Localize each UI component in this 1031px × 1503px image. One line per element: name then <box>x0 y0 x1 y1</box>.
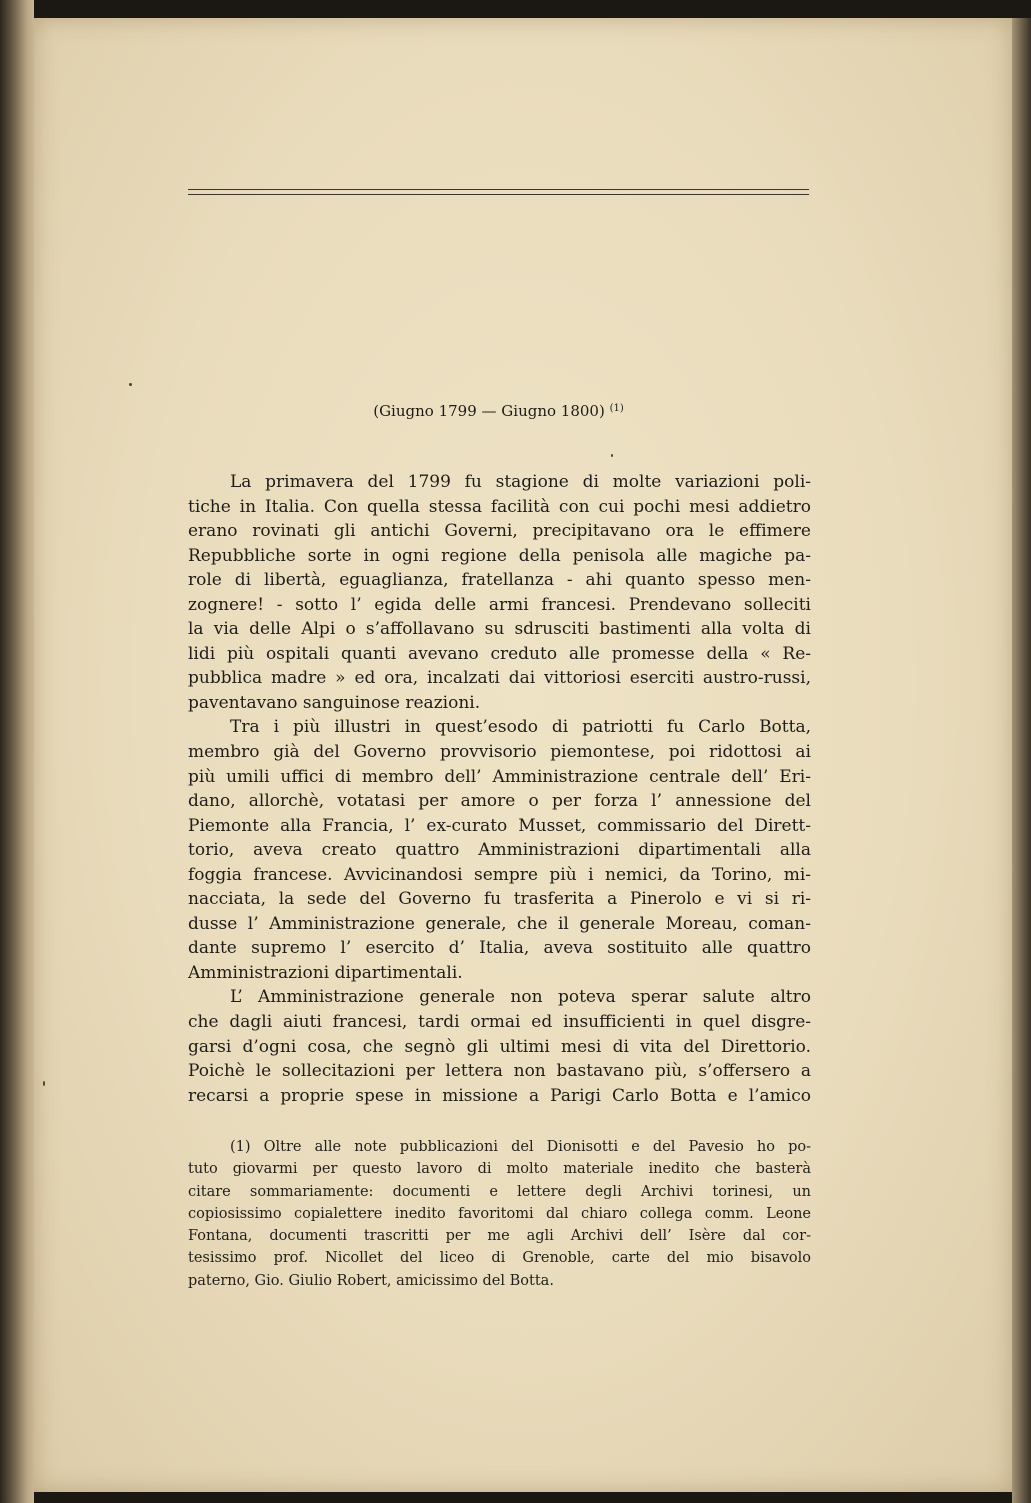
text-line: dante supremo l’ esercito d’ Italia, aveva sostituito alle quattro <box>188 938 811 959</box>
text-line: dano, allorchè, votatasi per amore o per forza l’ annessione del <box>188 791 811 812</box>
top-rule-upper <box>188 189 809 190</box>
book-gutter-edge <box>0 0 34 1503</box>
text-line: paventavano sanguinose reazioni. <box>188 692 481 713</box>
text-line: lidi più ospitali quanti avevano creduto alle promesse della « Re- <box>188 643 811 664</box>
text-line: dusse l’ Amministrazione generale, che il generale Moreau, coman- <box>188 913 811 934</box>
heading-text: (Giugno 1799 — Giugno 1800) <box>373 402 605 420</box>
text-line: pubblica madre » ed ora, incalzati dai vittoriosi eserciti austro-russi, <box>188 668 811 689</box>
text-line: role di libertà, eguaglianza, fratellanza - ahi quanto spesso men- <box>188 570 811 591</box>
text-line: garsi d’ogni cosa, che segnò gli ultimi mesi di vita del Direttorio. <box>188 1036 811 1057</box>
text-line: la via delle Alpi o s’affollavano su sdrusciti bastimenti alla volta di <box>188 619 811 640</box>
text-line: recarsi a proprie spese in missione a Parigi Carlo Botta e l’amico <box>188 1085 811 1106</box>
text-line: più umili uffici di membro dell’ Amministrazione centrale dell’ Eri- <box>188 766 811 787</box>
body-text <box>188 470 811 1108</box>
footnote-marker: (1) <box>609 403 624 414</box>
paper-speck <box>43 1081 45 1086</box>
text-line: Repubbliche sorte in ogni regione della penisola alle magiche pa- <box>188 545 811 566</box>
text-line: tiche in Italia. Con quella stessa facilità con cui pochi mesi addietro <box>188 496 811 517</box>
text-line: torio, aveva creato quattro Amministrazioni dipartimentali alla <box>188 840 811 861</box>
chapter-heading <box>188 398 809 420</box>
top-rule-lower <box>188 194 809 195</box>
footnote-line: tesissimo prof. Nicollet del liceo di Grenoble, carte del mio bisavolo <box>188 1250 811 1267</box>
text-line: Poichè le sollecitazioni per lettera non bastavano più, s’offersero a <box>188 1061 811 1082</box>
text-line: Piemonte alla Francia, l’ ex-curato Musset, commissario del Dirett- <box>188 815 811 836</box>
footnote <box>188 1136 811 1292</box>
text-line: La primavera del 1799 fu stagione di molte variazioni poli- <box>230 472 811 492</box>
text-line: foggia francese. Avvicinandosi sempre più i nemici, da Torino, mi- <box>188 864 811 885</box>
footnote-line: tuto giovarmi per questo lavoro di molto materiale inedito che basterà <box>188 1161 811 1178</box>
paper-speck <box>611 454 613 457</box>
text-line: zognere! - sotto l’ egida delle armi francesi. Prendevano solleciti <box>188 594 811 615</box>
page-right-edge <box>1012 18 1031 1503</box>
text-line: Amministrazioni dipartimentali. <box>188 962 463 983</box>
text-line: membro già del Governo provvisorio piemontese, poi ridottosi ai <box>188 742 811 763</box>
text-line: erano rovinati gli antichi Governi, precipitavano ora le effimere <box>188 521 811 542</box>
footnote-line: paterno, Gio. Giulio Robert, amicissimo del Botta. <box>188 1272 554 1289</box>
text-line: Tra i più illustri in quest’esodo di patriotti fu Carlo Botta, <box>230 717 811 738</box>
footnote-line: citare sommariamente: documenti e lettere degli Archivi torinesi, un <box>188 1183 811 1200</box>
footnote-line: (1) Oltre alle note pubblicazioni del Dionisotti e del Pavesio ho po- <box>230 1139 811 1155</box>
text-line: nacciata, la sede del Governo fu trasferita a Pinerolo e vi si ri- <box>188 889 811 910</box>
text-line: che dagli aiuti francesi, tardi ormai ed insufficienti in quel disgre- <box>188 1012 811 1033</box>
footnote-line: copiosissimo copialettere inedito favoritomi dal chiaro collega comm. Leone <box>188 1205 811 1222</box>
footnote-line: Fontana, documenti trascritti per me agli Archivi dell’ Isère dal cor- <box>188 1228 811 1245</box>
paper-speck <box>129 383 132 386</box>
text-line: L’ Amministrazione generale non poteva sperar salute altro <box>230 987 811 1008</box>
